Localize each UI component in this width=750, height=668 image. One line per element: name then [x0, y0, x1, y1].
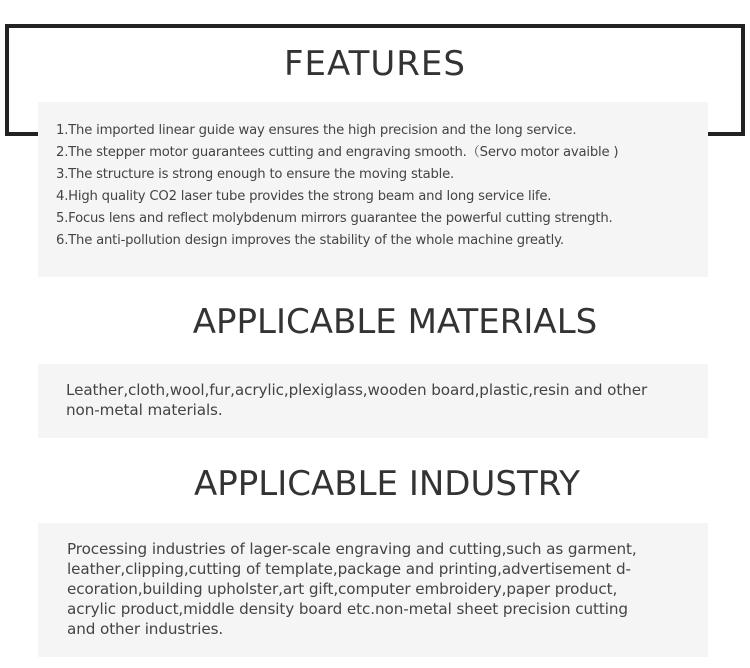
materials-panel — [38, 364, 708, 438]
industry-text-line: leather,clipping,cutting of template,package and printing,advertisement d- — [67, 560, 631, 578]
industry-text-line: and other industries. — [67, 620, 224, 638]
features-panel — [38, 102, 708, 277]
feature-item: 3.The structure is strong enough to ensure the moving stable. — [56, 167, 455, 182]
feature-item: 4.High quality CO2 laser tube provides the strong beam and long service life. — [56, 189, 552, 204]
industry-text-line: ecoration,building upholster,art gift,computer embroidery,paper product, — [67, 580, 618, 598]
feature-item: 1.The imported linear guide way ensures the high precision and the long service. — [56, 123, 577, 138]
materials-heading: APPLICABLE MATERIALS — [192, 302, 598, 342]
industry-panel — [38, 523, 708, 657]
industry-heading: APPLICABLE INDUSTRY — [194, 464, 580, 504]
features-heading: FEATURES — [283, 44, 466, 84]
feature-item: 2.The stepper motor guarantees cutting and engraving smooth.（Servo motor avaible ) — [56, 145, 619, 160]
materials-text-line: Leather,cloth,wool,fur,acrylic,plexiglass,wooden board,plastic,resin and other — [66, 381, 648, 399]
feature-item: 6.The anti-pollution design improves the stability of the whole machine greatly. — [56, 233, 564, 248]
feature-item: 5.Focus lens and reflect molybdenum mirrors guarantee the powerful cutting strength. — [56, 211, 613, 226]
industry-text-line: Processing industries of lager-scale engraving and cutting,such as garment, — [67, 540, 637, 558]
materials-text-line: non-metal materials. — [66, 401, 223, 419]
industry-text-line: acrylic product,middle density board etc.non-metal sheet precision cutting — [67, 600, 628, 618]
